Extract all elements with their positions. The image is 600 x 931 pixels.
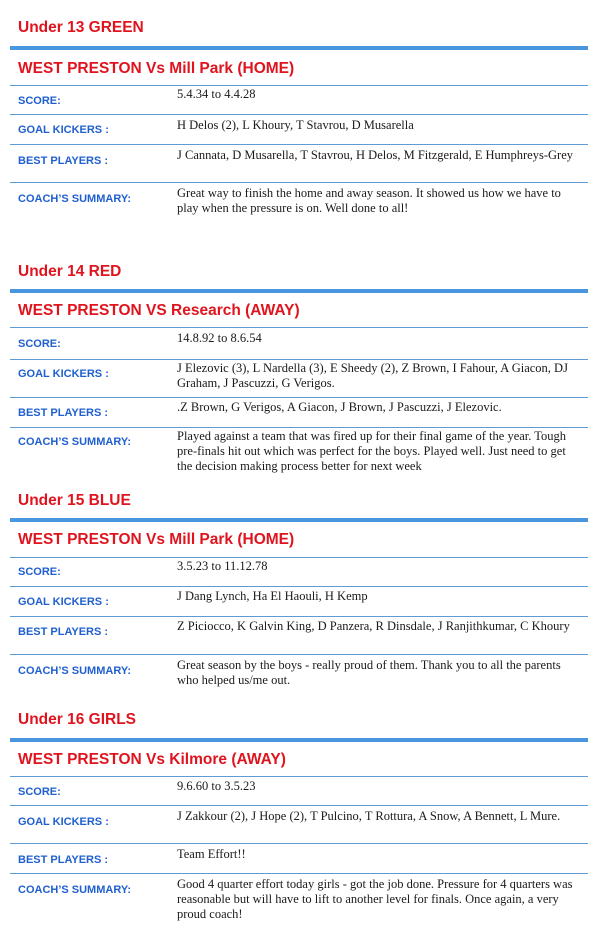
coach-summary-row: [10, 427, 588, 478]
score-row: [10, 85, 588, 115]
best-players-row: [10, 616, 588, 655]
row-value: J Zakkour (2), J Hope (2), T Pulcino, T Rottura, A Snow, A Bennett, L Mure.: [177, 809, 561, 823]
match-title: WEST PRESTON Vs Mill Park (HOME): [18, 531, 295, 548]
section-divider: [10, 289, 588, 293]
team-heading: Under 16 GIRLS: [18, 711, 136, 728]
row-value: Good 4 quarter effort today girls - got the job done. Pressure for 4 quarters was reasonable but will have to lift to another level for finals. Once again, a very proud coach!: [177, 877, 573, 921]
best-players-row: [10, 843, 588, 874]
row-value: 9.6.60 to 3.5.23: [177, 779, 256, 793]
goal-kickers-row: [10, 805, 588, 844]
coach-summary-row: [10, 873, 588, 930]
coach-summary-row: [10, 654, 588, 695]
team-heading: Under 15 BLUE: [18, 492, 131, 509]
row-value: Great season by the boys - really proud of them. Thank you to all the parents who helped us/me out.: [177, 658, 561, 687]
row-value: Z Piciocco, K Galvin King, D Panzera, R Dinsdale, J Ranjithkumar, C Khoury: [177, 619, 570, 633]
row-value: J Elezovic (3), L Nardella (3), E Sheedy (2), Z Brown, I Fahour, A Giacon, DJ Graham, J Pascuzzi, G Verigos.: [177, 361, 568, 390]
match-title: WEST PRESTON VS Research (AWAY): [18, 302, 300, 319]
score-row: [10, 776, 588, 806]
row-label: BEST PLAYERS :: [18, 626, 109, 638]
match-title: WEST PRESTON Vs Mill Park (HOME): [18, 60, 295, 77]
team-heading: Under 13 GREEN: [18, 19, 144, 36]
row-label: COACH’S SUMMARY:: [18, 193, 132, 205]
row-label: COACH’S SUMMARY:: [18, 665, 132, 677]
row-label: GOAL KICKERS :: [18, 596, 109, 608]
row-value: J Cannata, D Musarella, T Stavrou, H Delos, M Fitzgerald, E Humphreys-Grey: [177, 148, 573, 162]
row-value: Team Effort!!: [177, 847, 246, 861]
row-value: H Delos (2), L Khoury, T Stavrou, D Musarella: [177, 118, 414, 132]
row-value: Great way to finish the home and away season. It showed us how we have to play when the pressure is on. Well done to all!: [177, 186, 561, 215]
goal-kickers-row: [10, 359, 588, 398]
goal-kickers-row: [10, 114, 588, 145]
row-label: SCORE:: [18, 786, 61, 798]
row-label: SCORE:: [18, 566, 61, 578]
row-label: GOAL KICKERS :: [18, 816, 109, 828]
row-value: 3.5.23 to 11.12.78: [177, 559, 268, 573]
row-label: BEST PLAYERS :: [18, 407, 109, 419]
best-players-row: [10, 144, 588, 183]
row-label: COACH’S SUMMARY:: [18, 884, 132, 896]
best-players-row: [10, 397, 588, 428]
coach-summary-row: [10, 182, 588, 223]
match-title: WEST PRESTON Vs Kilmore (AWAY): [18, 751, 286, 768]
team-heading: Under 14 RED: [18, 263, 122, 280]
row-label: COACH’S SUMMARY:: [18, 436, 132, 448]
row-value: .Z Brown, G Verigos, A Giacon, J Brown, J Pascuzzi, J Elezovic.: [177, 400, 502, 414]
row-label: SCORE:: [18, 95, 61, 107]
section-divider: [10, 46, 588, 50]
row-value: 5.4.34 to 4.4.28: [177, 87, 256, 101]
goal-kickers-row: [10, 586, 588, 617]
row-label: SCORE:: [18, 338, 61, 350]
row-label: GOAL KICKERS :: [18, 124, 109, 136]
row-value: Played against a team that was fired up for their final game of the year. Tough pre-finals hit out which was perfect for the boys. Played well. Just need to get the decision making process better for next week: [177, 429, 567, 473]
row-value: 14.8.92 to 8.6.54: [177, 331, 262, 345]
row-label: BEST PLAYERS :: [18, 155, 109, 167]
section-divider: [10, 738, 588, 742]
section-divider: [10, 518, 588, 522]
score-row: [10, 557, 588, 587]
row-label: GOAL KICKERS :: [18, 368, 109, 380]
score-row: [10, 327, 588, 360]
row-value: J Dang Lynch, Ha El Haouli, H Kemp: [177, 589, 368, 603]
row-label: BEST PLAYERS :: [18, 854, 109, 866]
